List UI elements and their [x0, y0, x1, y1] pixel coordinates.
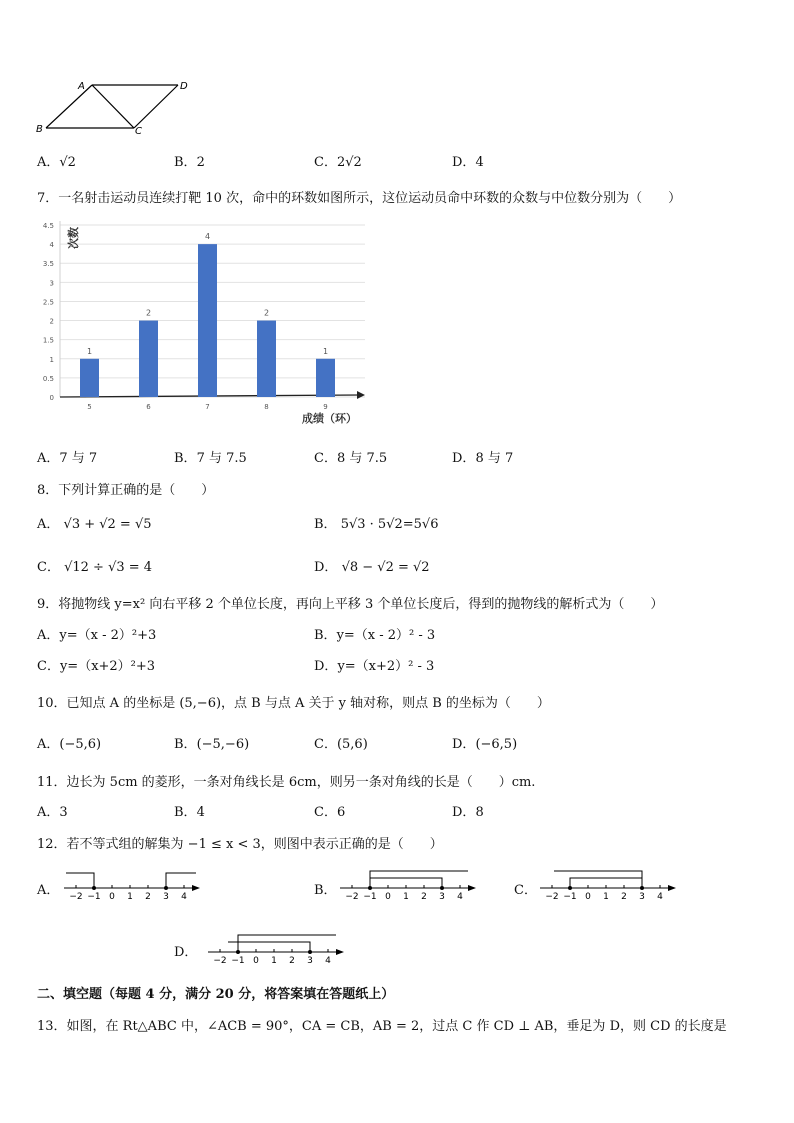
data-label: 1: [322, 346, 329, 356]
x-axis-title: 成绩（环）: [302, 412, 357, 425]
number-line-label: −1: [231, 956, 245, 966]
q9-option-b: B．y=（x - 2）² - 3: [314, 628, 436, 643]
number-line-label: 2: [621, 892, 627, 902]
q10-stem: 10．已知点 A 的坐标是 (5,−6)，点 B 与点 A 关于 y 轴对称，则点 B 的坐标为（ ）: [37, 696, 550, 711]
bar-7: [198, 244, 217, 397]
number-line-label: 1: [127, 892, 133, 902]
endpoint-dot: [440, 886, 444, 890]
q8-stem: 8．下列计算正确的是（ ）: [37, 483, 215, 498]
y-tick-label: 0: [49, 394, 54, 402]
number-line-label: −1: [563, 892, 577, 902]
number-line-label: 3: [163, 892, 169, 902]
q11-option-c: C．6: [314, 805, 346, 820]
y-tick-label: 4.5: [42, 222, 54, 230]
number-line-label: −2: [69, 892, 83, 902]
q6-option-a: A．√2: [37, 155, 76, 170]
endpoint-dot: [640, 886, 644, 890]
y-tick-label: 3: [49, 279, 54, 288]
x-tick-label: 8: [264, 403, 269, 411]
q9-option-a: A．y=（x - 2）²+3: [37, 628, 157, 643]
ray-left: [66, 873, 94, 888]
number-line-label: −2: [345, 892, 359, 902]
bar-9: [316, 359, 335, 397]
data-label: 4: [204, 232, 211, 242]
vertex-a-label: A: [78, 81, 85, 92]
ray-right: [238, 935, 336, 952]
bar-5: [80, 359, 99, 397]
y-tick-label: 0.5: [42, 374, 54, 383]
number-line-arrow: [468, 885, 476, 891]
number-line-label: 4: [325, 956, 331, 966]
x-tick-label: 9: [323, 403, 328, 411]
parallelogram-figure: [34, 76, 194, 138]
q8-option-b: B． 5√3 · 5√2=5√6: [314, 517, 439, 532]
q12-option-c-label: C．: [514, 883, 537, 898]
q6-option-c: C．2√2: [314, 155, 362, 170]
number-line-label: −2: [545, 892, 559, 902]
x-tick-label: 7: [205, 403, 210, 411]
data-label: 2: [145, 308, 152, 318]
q12-option-a-label: A．: [37, 883, 60, 898]
ray-left: [228, 942, 310, 952]
vertex-c-label: C: [135, 126, 142, 137]
q6-option-b: B．2: [174, 155, 205, 170]
y-axis-title: 次数: [67, 227, 80, 249]
number-line-label: 0: [253, 956, 259, 966]
shooting-score-bar-chart: [30, 215, 375, 430]
endpoint-dot: [236, 950, 240, 954]
q10-option-d: D．(−6,5): [452, 737, 518, 752]
number-line-label: 0: [109, 892, 115, 902]
bar-6: [139, 321, 158, 397]
q10-option-b: B．(−5,−6): [174, 737, 250, 752]
y-tick-label: 2.5: [42, 298, 54, 307]
q13-stem: 13．如图，在 Rt△ABC 中，∠ACB = 90°，CA = CB，AB = 2，过点 C 作 CD ⊥ AB，垂足为 D，则 CD 的长度是: [37, 1019, 727, 1034]
vertex-d-label: D: [180, 81, 188, 92]
number-line-label: 3: [439, 892, 445, 902]
endpoint-dot: [568, 886, 572, 890]
data-label: 1: [86, 346, 93, 356]
q8-option-d: D． √8 − √2 = √2: [314, 560, 430, 575]
number-line-label: 3: [307, 956, 313, 966]
q11-option-d: D．8: [452, 805, 484, 820]
number-line-label: 1: [603, 892, 609, 902]
number-line-label: 3: [639, 892, 645, 902]
number-line-arrow: [336, 949, 344, 955]
number-line-label: 4: [181, 892, 187, 902]
q7-option-c: C．8 与 7.5: [314, 451, 388, 466]
number-line-label: 4: [457, 892, 463, 902]
q12-option-d-label: D．: [174, 945, 198, 960]
endpoint-dot: [368, 886, 372, 890]
data-label: 2: [263, 308, 270, 318]
x-tick-label: 5: [87, 403, 92, 411]
y-tick-label: 4: [49, 241, 54, 250]
number-line-c: [538, 866, 678, 902]
number-line-label: −1: [87, 892, 101, 902]
q9-stem: 9．将抛物线 y=x² 向右平移 2 个单位长度，再向上平移 3 个单位长度后，得到的抛物线的解析式为（ ）: [37, 597, 664, 612]
q8-option-a: A． √3 + √2 = √5: [37, 517, 152, 532]
vertex-b-label: B: [36, 124, 43, 135]
number-line-label: 0: [385, 892, 391, 902]
y-tick-label: 2: [49, 317, 54, 326]
q12-stem: 12．若不等式组的解集为 −1 ≤ x < 3，则图中表示正确的是（ ）: [37, 837, 443, 852]
q11-option-a: A．3: [37, 805, 68, 820]
number-line-b: [338, 866, 478, 902]
endpoint-dot: [92, 886, 96, 890]
y-tick-label: 3.5: [42, 260, 54, 269]
x-tick-label: 6: [146, 403, 151, 411]
number-line-label: −2: [213, 956, 227, 966]
y-tick-label: 1: [49, 355, 54, 364]
q7-option-b: B．7 与 7.5: [174, 451, 247, 466]
section-title-fill-in: 二、填空题（每题 4 分，满分 20 分，将答案填在答题纸上）: [37, 987, 395, 1002]
x-axis-arrow: [357, 391, 365, 399]
number-line-a: [62, 866, 202, 902]
q7-option-a: A．7 与 7: [37, 451, 98, 466]
number-line-arrow: [192, 885, 200, 891]
bar-8: [257, 321, 276, 397]
number-line-label: −1: [363, 892, 377, 902]
q11-option-b: B．4: [174, 805, 205, 820]
endpoint-dot: [164, 886, 168, 890]
number-line-label: 0: [585, 892, 591, 902]
number-line-label: 2: [289, 956, 295, 966]
number-line-arrow: [668, 885, 676, 891]
number-line-label: 1: [403, 892, 409, 902]
q10-option-a: A．(−5,6): [37, 737, 102, 752]
q11-stem: 11．边长为 5cm 的菱形，一条对角线长是 6cm，则另一条对角线的长是（ ）cm.: [37, 775, 536, 790]
number-line-d: [206, 930, 346, 966]
q9-option-d: D．y=（x+2）² - 3: [314, 659, 435, 674]
q7-stem: 7．一名射击运动员连续打靶 10 次，命中的环数如图所示，这位运动员命中环数的众数与中位数分别为（ ）: [37, 191, 682, 206]
q8-option-c: C． √12 ÷ √3 = 4: [37, 560, 153, 575]
q6-option-d: D．4: [452, 155, 484, 170]
q12-option-b-label: B．: [314, 883, 337, 898]
y-tick-label: 1.5: [42, 336, 54, 345]
number-line-label: 4: [657, 892, 663, 902]
number-line-label: 1: [271, 956, 277, 966]
number-line-label: 2: [145, 892, 151, 902]
number-line-label: 2: [421, 892, 427, 902]
q10-option-c: C．(5,6): [314, 737, 368, 752]
endpoint-dot: [308, 950, 312, 954]
ray-right: [370, 871, 468, 888]
ray-right: [166, 873, 196, 888]
q7-option-d: D．8 与 7: [452, 451, 514, 466]
q9-option-c: C．y=（x+2）²+3: [37, 659, 156, 674]
ray-left: [554, 871, 642, 888]
